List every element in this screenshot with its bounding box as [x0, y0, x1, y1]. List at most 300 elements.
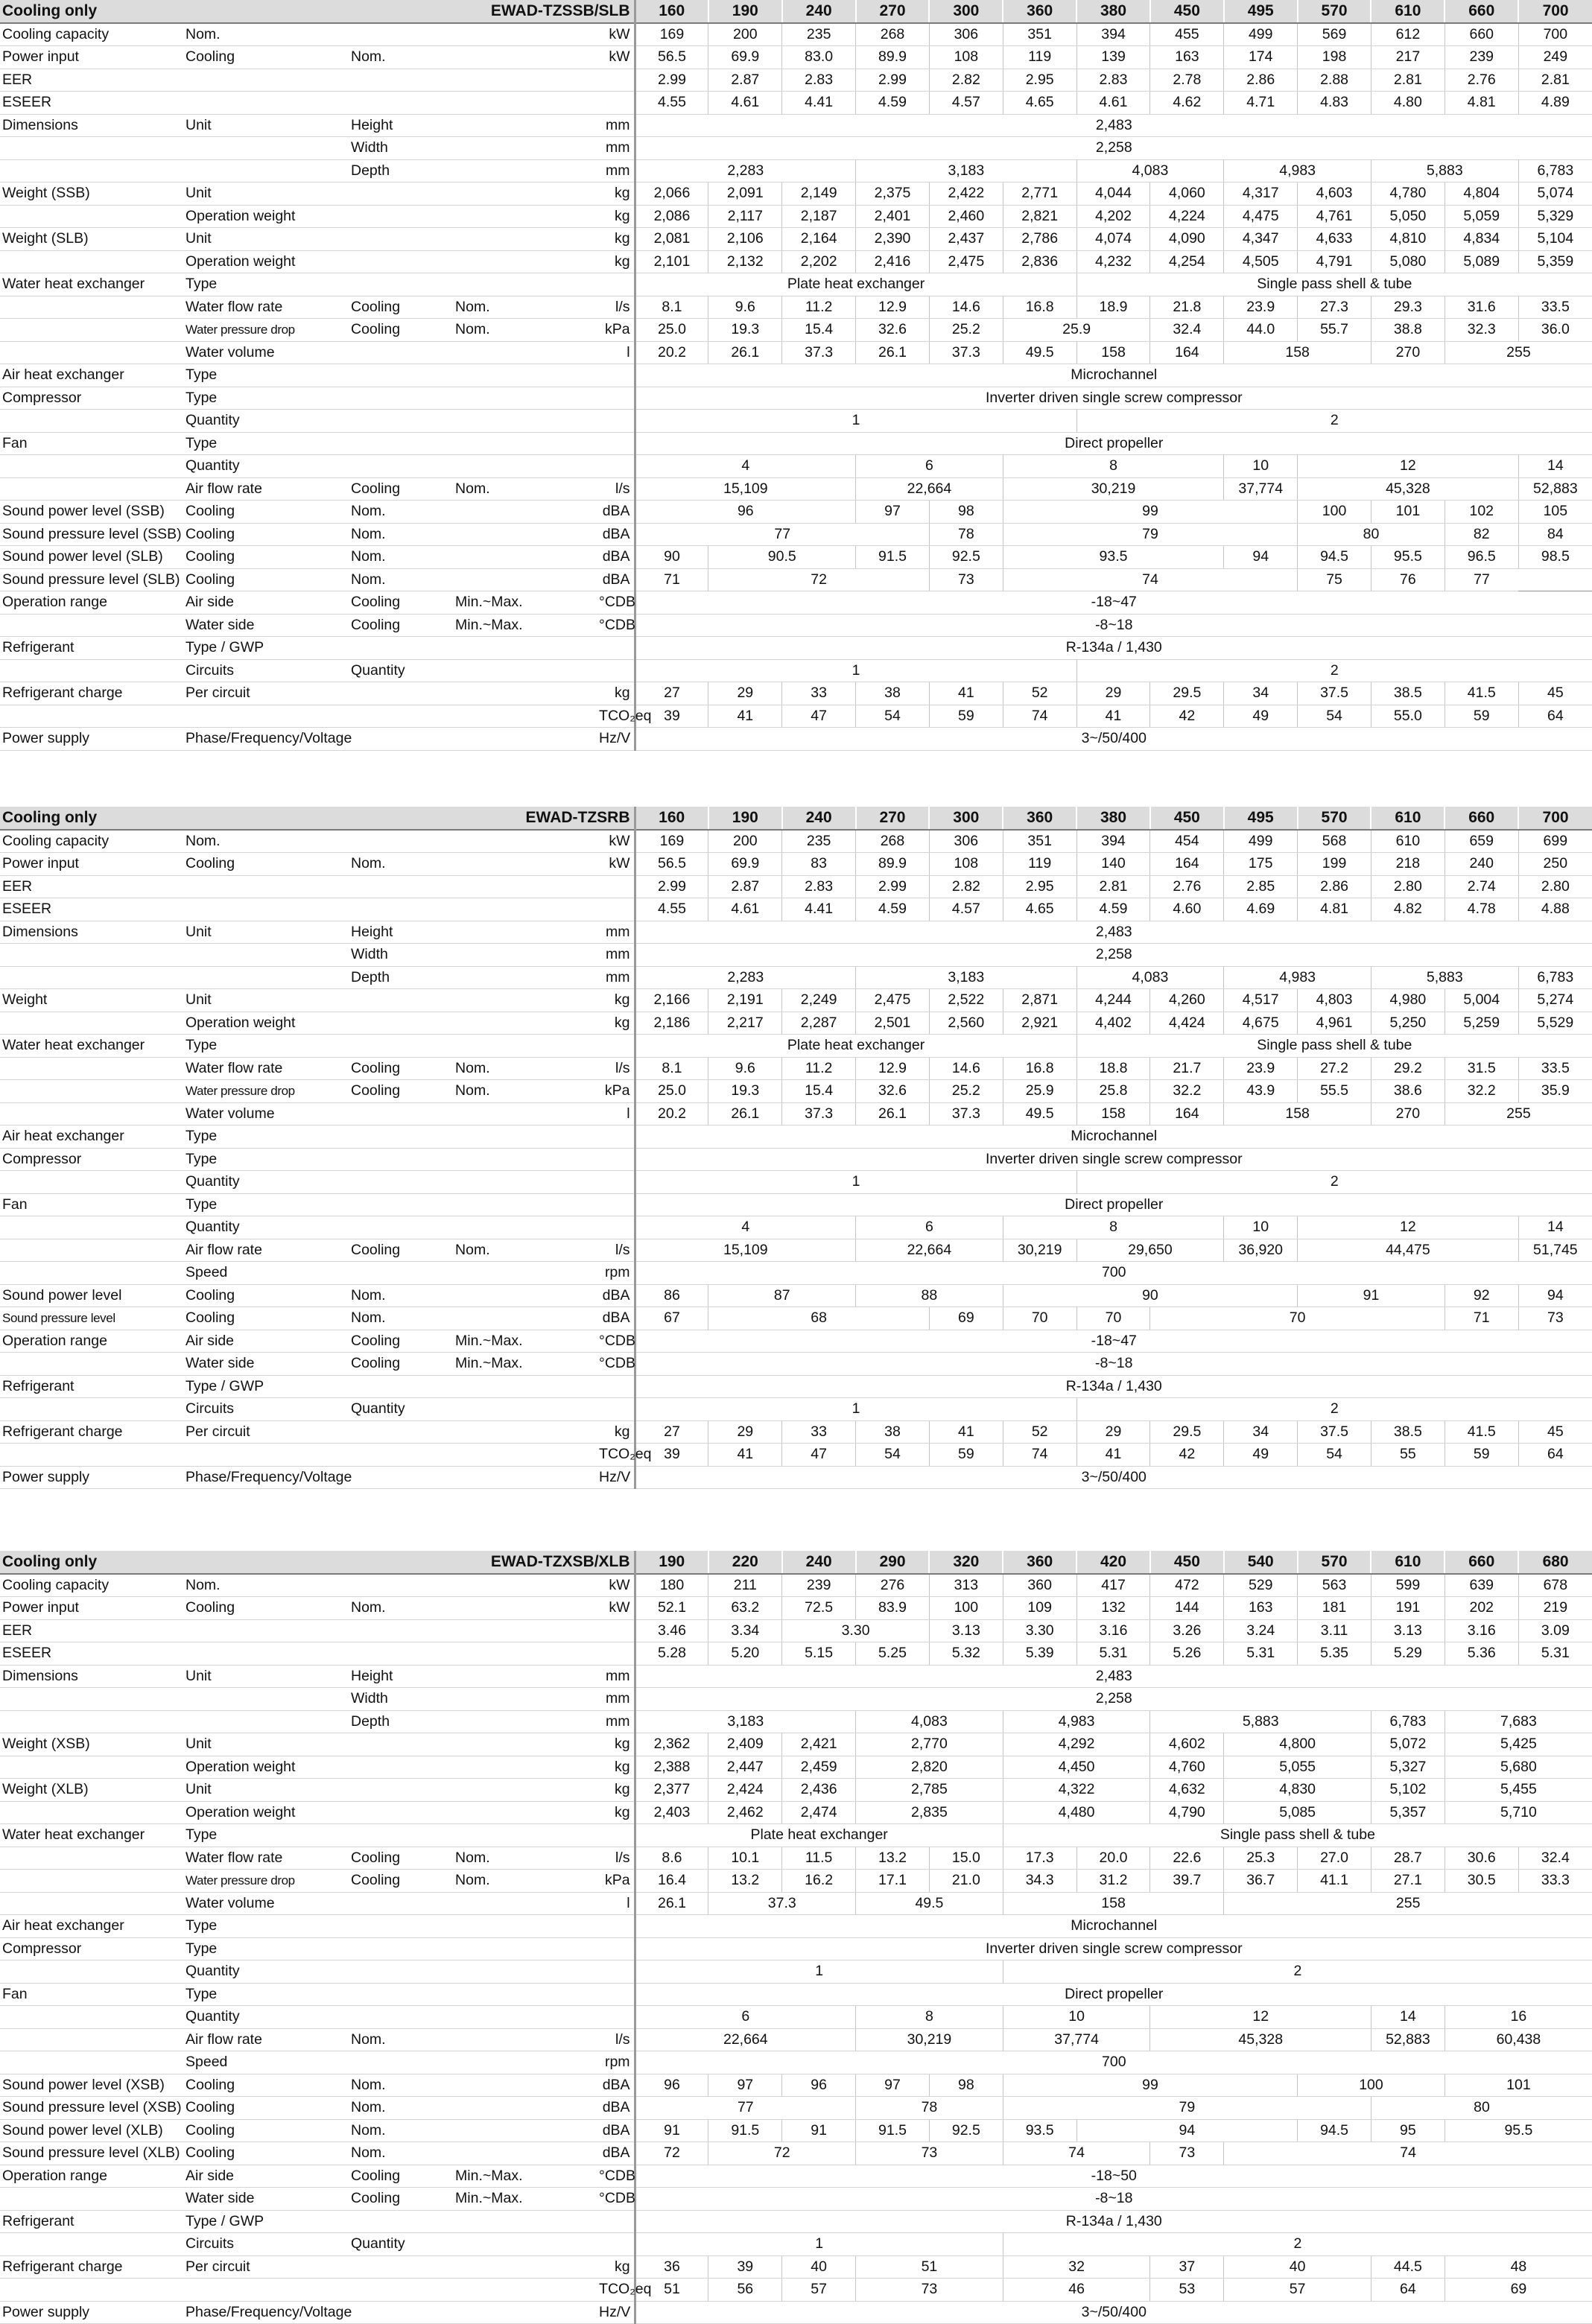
row-group-label: Cooling capacity	[0, 1574, 183, 1597]
value-cell: 2.99	[856, 69, 930, 92]
row-sublabel	[349, 1574, 453, 1597]
row-group-label: Weight (XSB)	[0, 1733, 183, 1756]
value-cell: 313	[929, 1574, 1003, 1597]
table-row	[0, 1824, 1592, 1847]
value-cell: 73	[929, 568, 1003, 591]
value-cell: 42	[1150, 1444, 1224, 1467]
value-cell: 47	[782, 1444, 856, 1467]
value-cell: 2,258	[635, 137, 1592, 160]
value-cell: 1	[635, 1398, 1076, 1421]
value-cell: 4,347	[1224, 228, 1298, 251]
row-qualifier: Min.~Max.	[453, 1353, 597, 1376]
value-cell: 4.61	[708, 898, 782, 921]
value-cell: 306	[929, 830, 1003, 853]
row-label: Water volume	[183, 1892, 349, 1915]
table-row	[0, 1642, 1592, 1666]
table-row	[0, 410, 1592, 433]
value-cell: 4,317	[1224, 182, 1298, 206]
row-sublabel	[349, 1148, 453, 1171]
unit-label	[597, 1171, 635, 1194]
row-qualifier: Min.~Max.	[453, 591, 597, 615]
value-cell: 4,202	[1076, 205, 1150, 228]
table-row	[0, 432, 1592, 455]
row-group-label: Fan	[0, 1193, 183, 1216]
unit-label	[597, 1983, 635, 2006]
model-size-header: 570	[1298, 1551, 1371, 1574]
row-qualifier: Min.~Max.	[453, 614, 597, 637]
value-cell: 2,871	[1003, 989, 1076, 1012]
value-cell: 10	[1224, 1216, 1298, 1239]
value-cell: 4.89	[1518, 92, 1592, 115]
unit-label: kg	[597, 250, 635, 273]
row-sublabel: Nom.	[349, 2142, 453, 2165]
value-cell: 40	[1224, 2255, 1371, 2279]
model-size-header: 610	[1371, 807, 1444, 830]
row-qualifier	[453, 69, 597, 92]
row-qualifier	[453, 1937, 597, 1961]
row-sublabel	[349, 410, 453, 433]
row-sublabel: Nom.	[349, 2097, 453, 2120]
value-cell: 41	[708, 705, 782, 728]
row-qualifier	[453, 989, 597, 1012]
value-cell: 4,224	[1150, 205, 1224, 228]
value-cell: 39	[635, 1444, 708, 1467]
table-row	[0, 2188, 1592, 2211]
row-qualifier	[453, 137, 597, 160]
value-cell: 49.5	[856, 1892, 1003, 1915]
row-group-label	[0, 705, 183, 728]
value-cell: 14.6	[929, 1057, 1003, 1080]
value-cell: 158	[1224, 1102, 1371, 1126]
table-row	[0, 898, 1592, 921]
value-cell: 4,803	[1298, 989, 1371, 1012]
row-qualifier	[453, 1574, 597, 1597]
value-cell: 29	[1076, 682, 1150, 705]
model-size-header: 680	[1518, 1551, 1592, 1574]
value-cell: 10.1	[708, 1847, 782, 1870]
value-cell: 4,983	[1003, 1710, 1150, 1733]
table-row	[0, 2279, 1592, 2302]
value-cell: Direct propeller	[635, 1983, 1592, 2006]
value-cell: 60,438	[1444, 2028, 1592, 2051]
value-cell: 36	[635, 2255, 708, 2279]
unit-label: kg	[597, 1779, 635, 1802]
row-label: Type	[183, 1193, 349, 1216]
value-cell: 22,664	[856, 1239, 1003, 1262]
row-qualifier	[453, 966, 597, 989]
value-cell: 5,425	[1444, 1733, 1592, 1756]
value-cell: 72	[708, 2142, 856, 2165]
row-group-label: Compressor	[0, 1148, 183, 1171]
row-group-label: ESEER	[0, 898, 183, 921]
row-sublabel: Nom.	[349, 1597, 453, 1620]
row-group-label	[0, 1870, 183, 1893]
value-cell: 91	[1298, 1284, 1445, 1307]
unit-label: mm	[597, 1688, 635, 1711]
row-group-label	[0, 1961, 183, 1984]
row-group-label: Dimensions	[0, 1665, 183, 1688]
value-cell: 56	[708, 2279, 782, 2302]
row-group-label: Operation range	[0, 2165, 183, 2188]
row-group-label: Refrigerant charge	[0, 682, 183, 705]
unit-label	[597, 1642, 635, 1666]
row-qualifier	[453, 568, 597, 591]
row-label: Cooling	[183, 46, 349, 69]
row-sublabel: Nom.	[349, 2119, 453, 2142]
value-cell: 2.87	[708, 69, 782, 92]
model-size-header: 450	[1150, 1551, 1224, 1574]
model-size-header: 610	[1371, 0, 1444, 23]
row-qualifier	[453, 2074, 597, 2097]
row-sublabel	[349, 705, 453, 728]
table-row	[0, 1171, 1592, 1194]
row-label: Type	[183, 1148, 349, 1171]
row-label: Nom.	[183, 830, 349, 853]
row-qualifier: Nom.	[453, 296, 597, 319]
value-cell: -18~47	[635, 591, 1592, 615]
row-label: Circuits	[183, 2233, 349, 2256]
row-qualifier: Nom.	[453, 1847, 597, 1870]
unit-label: °CDB	[597, 1330, 635, 1353]
value-cell: 11.5	[782, 1847, 856, 1870]
value-cell: 71	[635, 568, 708, 591]
table-row	[0, 114, 1592, 137]
value-cell: 2	[1076, 659, 1592, 682]
value-cell: R-134a / 1,430	[635, 2210, 1592, 2233]
table-row	[0, 989, 1592, 1012]
value-cell: 4,603	[1298, 182, 1371, 206]
unit-label: l/s	[597, 296, 635, 319]
row-group-label	[0, 1216, 183, 1239]
value-cell: 4.78	[1444, 898, 1518, 921]
value-cell: 639	[1444, 1574, 1518, 1597]
row-label: Quantity	[183, 1216, 349, 1239]
row-qualifier	[453, 523, 597, 546]
value-cell: 4,834	[1444, 228, 1518, 251]
value-cell: 29	[1076, 1420, 1150, 1444]
value-cell: 164	[1150, 853, 1224, 876]
table-row	[0, 1080, 1592, 1103]
unit-label: °CDB	[597, 2188, 635, 2211]
row-group-label	[0, 1801, 183, 1824]
row-label: Type	[183, 1824, 349, 1847]
value-cell: 198	[1298, 46, 1371, 69]
value-cell: 2.95	[1003, 69, 1076, 92]
value-cell: 79	[1003, 2097, 1371, 2120]
table-section-title: Cooling only	[0, 1551, 453, 1574]
value-cell: 144	[1150, 1597, 1224, 1620]
value-cell: 57	[1224, 2279, 1371, 2302]
value-cell: 270	[1371, 1102, 1444, 1126]
value-cell: 529	[1224, 1574, 1298, 1597]
value-cell: 2,424	[708, 1779, 782, 1802]
table-row	[0, 205, 1592, 228]
table-row	[0, 921, 1592, 944]
row-group-label	[0, 455, 183, 478]
unit-label: kg	[597, 2255, 635, 2279]
value-cell: 21.8	[1150, 296, 1224, 319]
value-cell: 2,377	[635, 1779, 708, 1802]
value-cell: 4.59	[856, 898, 930, 921]
unit-label: l/s	[597, 1057, 635, 1080]
value-cell: 52	[1003, 1420, 1076, 1444]
row-qualifier	[453, 1733, 597, 1756]
row-qualifier	[453, 2279, 597, 2302]
value-cell: 96	[635, 2074, 708, 2097]
value-cell: 700	[635, 2051, 1592, 2074]
unit-label	[597, 2233, 635, 2256]
value-cell: 235	[782, 830, 856, 853]
value-cell: 83.0	[782, 46, 856, 69]
value-cell: 22.6	[1150, 1847, 1224, 1870]
value-cell: 108	[929, 46, 1003, 69]
value-cell: 98	[929, 2074, 1003, 2097]
row-label: Phase/Frequency/Voltage	[183, 2301, 349, 2324]
table-header-row	[0, 807, 1592, 830]
value-cell: 4.80	[1371, 92, 1444, 115]
row-label: Operation weight	[183, 1756, 349, 1779]
row-group-label: Power supply	[0, 1466, 183, 1489]
value-cell: 158	[1003, 1892, 1224, 1915]
row-qualifier	[453, 205, 597, 228]
row-label: Water pressure drop	[183, 1080, 349, 1103]
value-cell: 14	[1518, 455, 1592, 478]
value-cell: 132	[1076, 1597, 1150, 1620]
row-label: Water side	[183, 1353, 349, 1376]
table-row	[0, 137, 1592, 160]
unit-label: °CDB	[597, 2165, 635, 2188]
value-cell: 700	[635, 1262, 1592, 1285]
value-cell: 4.59	[1076, 898, 1150, 921]
row-group-label	[0, 1102, 183, 1126]
value-cell: 4.65	[1003, 898, 1076, 921]
row-sublabel	[349, 1375, 453, 1398]
value-cell: 99	[1003, 501, 1297, 524]
row-qualifier	[453, 1642, 597, 1666]
value-cell: 5,357	[1371, 1801, 1444, 1824]
row-group-label	[0, 1262, 183, 1285]
value-cell: 37.3	[929, 341, 1003, 364]
row-label	[183, 898, 349, 921]
row-label: Unit	[183, 989, 349, 1012]
value-cell: 5,004	[1444, 989, 1518, 1012]
model-size-header: 220	[708, 1551, 782, 1574]
value-cell: 4.65	[1003, 92, 1076, 115]
unit-label: kPa	[597, 1870, 635, 1893]
row-sublabel: Height	[349, 114, 453, 137]
value-cell: 2,066	[635, 182, 708, 206]
value-cell: 3,183	[635, 1710, 856, 1733]
row-sublabel: Nom.	[349, 523, 453, 546]
row-sublabel: Width	[349, 1688, 453, 1711]
value-cell: 38.6	[1371, 1080, 1444, 1103]
unit-label: l	[597, 341, 635, 364]
value-cell: 91	[635, 2119, 708, 2142]
unit-label: mm	[597, 921, 635, 944]
unit-label: kg	[597, 205, 635, 228]
table-header-row	[0, 1551, 1592, 1574]
table-row	[0, 2233, 1592, 2256]
table-row	[0, 1330, 1592, 1353]
table-row	[0, 1870, 1592, 1893]
value-cell: 25.2	[929, 319, 1003, 342]
table-row	[0, 1937, 1592, 1961]
value-cell: 91.5	[856, 2119, 930, 2142]
value-cell: 33	[782, 1420, 856, 1444]
value-cell: 139	[1076, 46, 1150, 69]
value-cell: 6,783	[1518, 966, 1592, 989]
value-cell: 5,074	[1518, 182, 1592, 206]
value-cell: 74	[1003, 1444, 1076, 1467]
table-row	[0, 296, 1592, 319]
value-cell: Single pass shell & tube	[1076, 1035, 1592, 1058]
unit-label: kg	[597, 1801, 635, 1824]
value-cell: 563	[1298, 1574, 1371, 1597]
value-cell: 2,921	[1003, 1012, 1076, 1035]
value-cell: 70	[1003, 1307, 1076, 1330]
value-cell: 73	[856, 2279, 1003, 2302]
value-cell: 97	[856, 2074, 930, 2097]
value-cell: 96	[782, 2074, 856, 2097]
unit-label: l/s	[597, 2028, 635, 2051]
row-group-label: EER	[0, 875, 183, 898]
value-cell: 4.59	[856, 92, 930, 115]
value-cell: 4,292	[1003, 1733, 1150, 1756]
row-group-label	[0, 1398, 183, 1421]
model-size-header: 360	[1003, 1551, 1076, 1574]
row-sublabel	[349, 69, 453, 92]
value-cell: 43.9	[1224, 1080, 1298, 1103]
row-qualifier	[453, 853, 597, 876]
unit-label: mm	[597, 114, 635, 137]
value-cell: 41	[929, 682, 1003, 705]
value-cell: 94	[1076, 2119, 1298, 2142]
row-qualifier	[453, 1307, 597, 1330]
row-label: Water volume	[183, 341, 349, 364]
value-cell: 4,961	[1298, 1012, 1371, 1035]
table-row	[0, 1892, 1592, 1915]
row-sublabel: Cooling	[349, 614, 453, 637]
row-sublabel	[349, 1171, 453, 1194]
value-cell: 3.46	[635, 1619, 708, 1642]
row-label: Quantity	[183, 455, 349, 478]
value-cell: 26.1	[635, 1892, 708, 1915]
row-group-label: Sound pressure level	[0, 1307, 183, 1330]
row-label: Speed	[183, 1262, 349, 1285]
row-group-label: Dimensions	[0, 921, 183, 944]
value-cell: 1	[635, 410, 1076, 433]
row-group-label	[0, 2006, 183, 2029]
row-sublabel	[349, 2301, 453, 2324]
row-sublabel	[349, 2051, 453, 2074]
table-row	[0, 637, 1592, 660]
model-size-header: 240	[782, 1551, 856, 1574]
value-cell: 2,403	[635, 1801, 708, 1824]
row-sublabel	[349, 1824, 453, 1847]
row-qualifier	[453, 1756, 597, 1779]
value-cell: 49	[1224, 705, 1298, 728]
row-qualifier	[453, 1012, 597, 1035]
value-cell: 98	[929, 501, 1003, 524]
unit-label	[597, 432, 635, 455]
row-group-label: Air heat exchanger	[0, 364, 183, 387]
value-cell: 45	[1518, 1420, 1592, 1444]
value-cell: 41	[708, 1444, 782, 1467]
table-row	[0, 1733, 1592, 1756]
value-cell: 3.09	[1518, 1619, 1592, 1642]
value-cell: 59	[1444, 705, 1518, 728]
row-sublabel: Cooling	[349, 1330, 453, 1353]
value-cell: 4,074	[1076, 228, 1150, 251]
value-cell: 4,791	[1298, 250, 1371, 273]
value-cell: 2,166	[635, 989, 708, 1012]
row-group-label	[0, 159, 183, 182]
table-row	[0, 2074, 1592, 2097]
row-sublabel	[349, 2210, 453, 2233]
value-cell: 55.5	[1298, 1080, 1371, 1103]
row-group-label: Refrigerant	[0, 1375, 183, 1398]
value-cell: 33.5	[1518, 1057, 1592, 1080]
value-cell: R-134a / 1,430	[635, 1375, 1592, 1398]
row-group-label	[0, 2028, 183, 2051]
value-cell: 55.7	[1298, 319, 1371, 342]
unit-label: °CDB	[597, 1353, 635, 1376]
row-group-label	[0, 1710, 183, 1733]
row-qualifier	[453, 637, 597, 660]
value-cell: 255	[1444, 341, 1592, 364]
value-cell: 57	[782, 2279, 856, 2302]
value-cell: 34	[1224, 682, 1298, 705]
row-label: Operation weight	[183, 250, 349, 273]
row-label: Air flow rate	[183, 477, 349, 501]
value-cell: 69	[929, 1307, 1003, 1330]
value-cell: 2,117	[708, 205, 782, 228]
value-cell: 22,664	[635, 2028, 856, 2051]
row-qualifier	[453, 46, 597, 69]
value-cell: 14	[1371, 2006, 1444, 2029]
value-cell: 2,390	[856, 228, 930, 251]
value-cell: 73	[1518, 1307, 1592, 1330]
value-cell: 2,187	[782, 205, 856, 228]
value-cell: 4.57	[929, 92, 1003, 115]
value-cell: 45	[1518, 682, 1592, 705]
value-cell: 27	[635, 682, 708, 705]
value-cell: 67	[635, 1307, 708, 1330]
row-group-label: Compressor	[0, 387, 183, 410]
row-group-label: Cooling capacity	[0, 830, 183, 853]
row-label: Per circuit	[183, 2255, 349, 2279]
value-cell: 101	[1444, 2074, 1592, 2097]
row-group-label: Sound power level (XSB)	[0, 2074, 183, 2097]
row-group-label	[0, 1080, 183, 1103]
value-cell: 70	[1076, 1307, 1150, 1330]
value-cell: Microchannel	[635, 364, 1592, 387]
row-label: Unit	[183, 921, 349, 944]
row-qualifier	[453, 1665, 597, 1688]
row-label: Water volume	[183, 1102, 349, 1126]
row-label: Operation weight	[183, 1801, 349, 1824]
row-sublabel	[349, 2255, 453, 2279]
unit-label: dBA	[597, 568, 635, 591]
value-cell: 4,450	[1003, 1756, 1150, 1779]
unit-label: TCO₂eq	[597, 705, 635, 728]
value-cell: 2.83	[782, 875, 856, 898]
row-sublabel	[349, 1420, 453, 1444]
value-cell: 5,710	[1444, 1801, 1592, 1824]
unit-label	[597, 1216, 635, 1239]
value-cell: 2,362	[635, 1733, 708, 1756]
row-group-label: Operation range	[0, 591, 183, 615]
